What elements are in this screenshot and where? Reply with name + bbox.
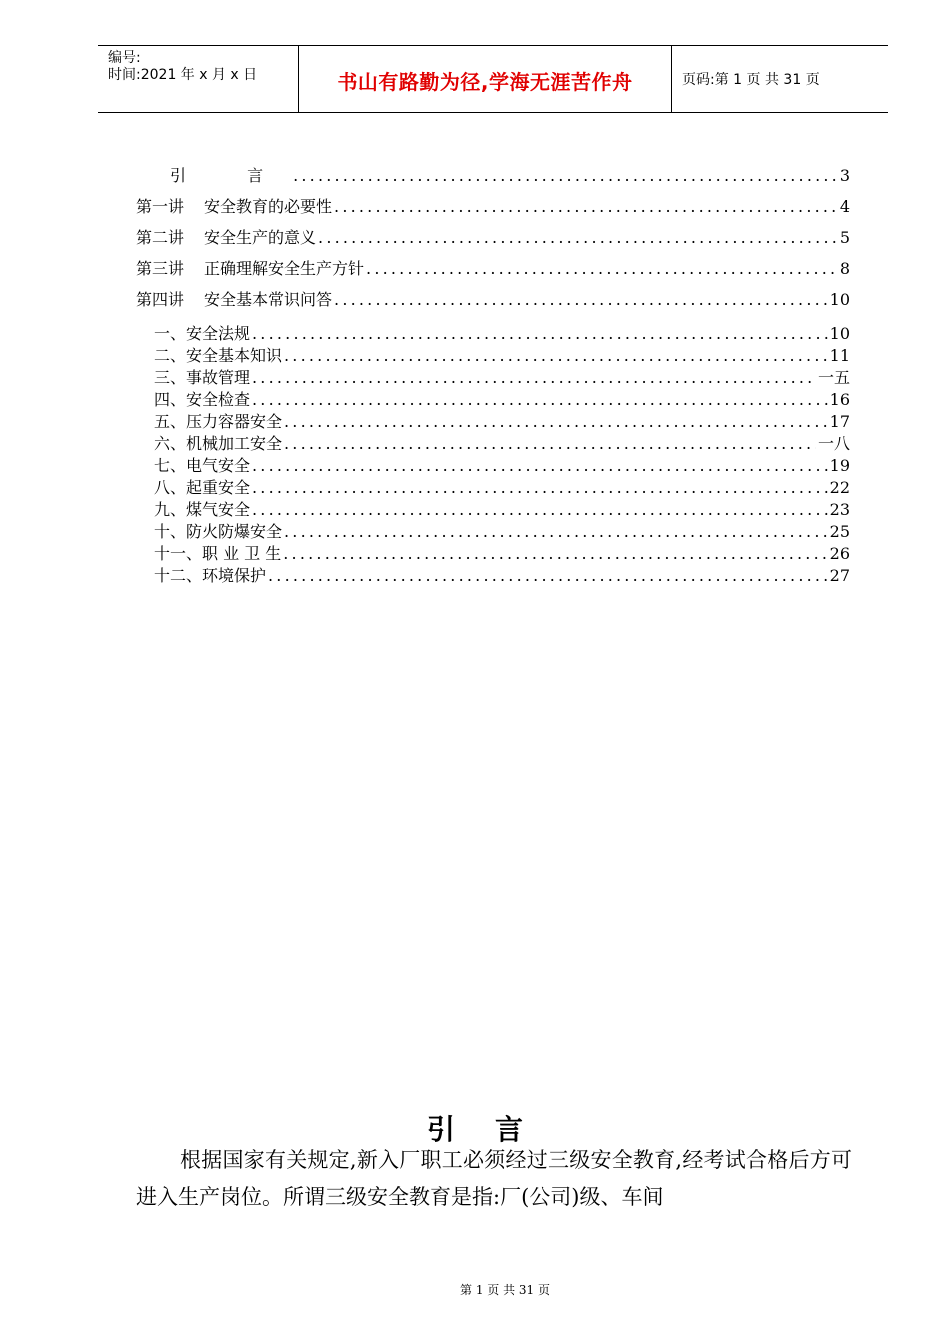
toc-entry-title: 安全基本常识问答 xyxy=(204,290,333,309)
toc-entry-page: 4 xyxy=(839,197,850,216)
document-header xyxy=(98,45,888,113)
toc-entry-page: 10 xyxy=(829,290,850,309)
toc-entry-title: 安全教育的必要性 xyxy=(204,197,333,216)
toc-subentry-page: 16 xyxy=(829,390,850,409)
toc-entry-page: 8 xyxy=(839,259,850,278)
toc-subentry-title: 十、防火防爆安全 xyxy=(154,522,283,541)
toc-subentry[interactable] xyxy=(136,521,850,543)
toc-subentry-page: 一八 xyxy=(817,434,850,453)
toc-subentry-title: 三、事故管理 xyxy=(154,368,251,387)
toc-subentry-page: 26 xyxy=(829,544,850,563)
page-footer: 第 1 页 共 31 页 xyxy=(460,1283,550,1297)
toc-leader-dots xyxy=(252,455,828,477)
toc-subentry-title: 九、煤气安全 xyxy=(154,500,251,519)
toc-subentry-title: 八、起重安全 xyxy=(154,478,251,497)
toc-subentry-title: 二、安全基本知识 xyxy=(154,346,283,365)
toc-subentry[interactable] xyxy=(136,345,850,367)
toc-subentry-page: 11 xyxy=(829,346,850,365)
toc-subentry[interactable] xyxy=(136,323,850,345)
toc-subentry-page: 19 xyxy=(829,456,850,475)
toc-subentry-page: 22 xyxy=(829,478,850,497)
toc-entry-lecture-4[interactable] xyxy=(136,284,850,315)
toc-entry-lecture-1[interactable] xyxy=(136,191,850,222)
toc-leader-dots xyxy=(252,389,828,411)
toc-entry-lecture-3[interactable] xyxy=(136,253,850,284)
toc-leader-dots xyxy=(284,521,828,543)
toc-subentry-title: 七、电气安全 xyxy=(154,456,251,475)
toc-entry-page: 5 xyxy=(839,228,850,247)
table-of-contents xyxy=(136,160,850,587)
toc-leader-dots xyxy=(284,411,828,433)
toc-leader-dots xyxy=(252,367,816,389)
toc-subentry[interactable] xyxy=(136,455,850,477)
toc-subentry-page: 27 xyxy=(829,566,850,585)
toc-entry-number: 第三讲 xyxy=(136,259,185,278)
document-number-label: 编号: xyxy=(108,50,141,66)
toc-leader-dots xyxy=(318,222,838,253)
toc-leader-dots xyxy=(252,323,828,345)
toc-entry-lecture-2[interactable] xyxy=(136,222,850,253)
toc-subentry[interactable] xyxy=(136,499,850,521)
body-paragraph: 根据国家有关规定,新入厂职工必须经过三级安全教育,经考试合格后方可进入生产岗位。所谓三级安全教育是指:厂(公司)级、车间 xyxy=(136,1148,852,1209)
toc-leader-dots xyxy=(252,499,828,521)
toc-subentry[interactable] xyxy=(136,411,850,433)
toc-leader-dots xyxy=(334,191,838,222)
toc-leader-dots xyxy=(284,433,816,455)
toc-subentry[interactable] xyxy=(136,477,850,499)
toc-leader-dots xyxy=(366,253,838,284)
header-motto: 书山有路勤为径,学海无涯苦作舟 xyxy=(299,46,672,112)
header-meta xyxy=(98,46,299,112)
toc-entry-title: 正确理解安全生产方针 xyxy=(204,259,365,278)
toc-subentry-title: 十一、职 业 卫 生 xyxy=(154,544,282,563)
toc-subentry-page: 23 xyxy=(829,500,850,519)
toc-entry-number: 第二讲 xyxy=(136,228,185,247)
toc-subentry[interactable] xyxy=(136,389,850,411)
toc-leader-dots xyxy=(293,160,838,191)
section-title: 引言 xyxy=(426,1113,563,1146)
toc-subentry[interactable] xyxy=(136,543,850,565)
toc-leader-dots xyxy=(252,477,828,499)
toc-leader-dots xyxy=(283,543,827,565)
toc-subentry[interactable] xyxy=(136,565,850,587)
toc-subentry-page: 25 xyxy=(829,522,850,541)
toc-subentry-title: 五、压力容器安全 xyxy=(154,412,283,431)
toc-subentry-title: 六、机械加工安全 xyxy=(154,434,283,453)
toc-entry-page: 3 xyxy=(839,166,850,185)
toc-subentry-title: 四、安全检查 xyxy=(154,390,251,409)
toc-leader-dots xyxy=(334,284,828,315)
header-page-info: 页码:第 1 页 共 31 页 xyxy=(682,72,820,88)
toc-subentry-page: 17 xyxy=(829,412,850,431)
toc-subentry-page: 一五 xyxy=(817,368,850,387)
toc-subentry-title: 十二、环境保护 xyxy=(154,566,267,585)
toc-entry-title: 引 言 xyxy=(170,166,292,185)
toc-entry-intro[interactable] xyxy=(136,160,850,191)
document-time-label: 时间:2021 年 x 月 x 日 xyxy=(108,67,258,83)
toc-subentry-title: 一、安全法规 xyxy=(154,324,251,343)
toc-entry-number: 第四讲 xyxy=(136,290,185,309)
toc-leader-dots xyxy=(268,565,828,587)
toc-entry-title: 安全生产的意义 xyxy=(204,228,317,247)
toc-subentry[interactable] xyxy=(136,367,850,389)
toc-subentry-page: 10 xyxy=(829,324,850,343)
toc-subentry[interactable] xyxy=(136,433,850,455)
toc-entry-number: 第一讲 xyxy=(136,197,185,216)
toc-leader-dots xyxy=(284,345,828,367)
